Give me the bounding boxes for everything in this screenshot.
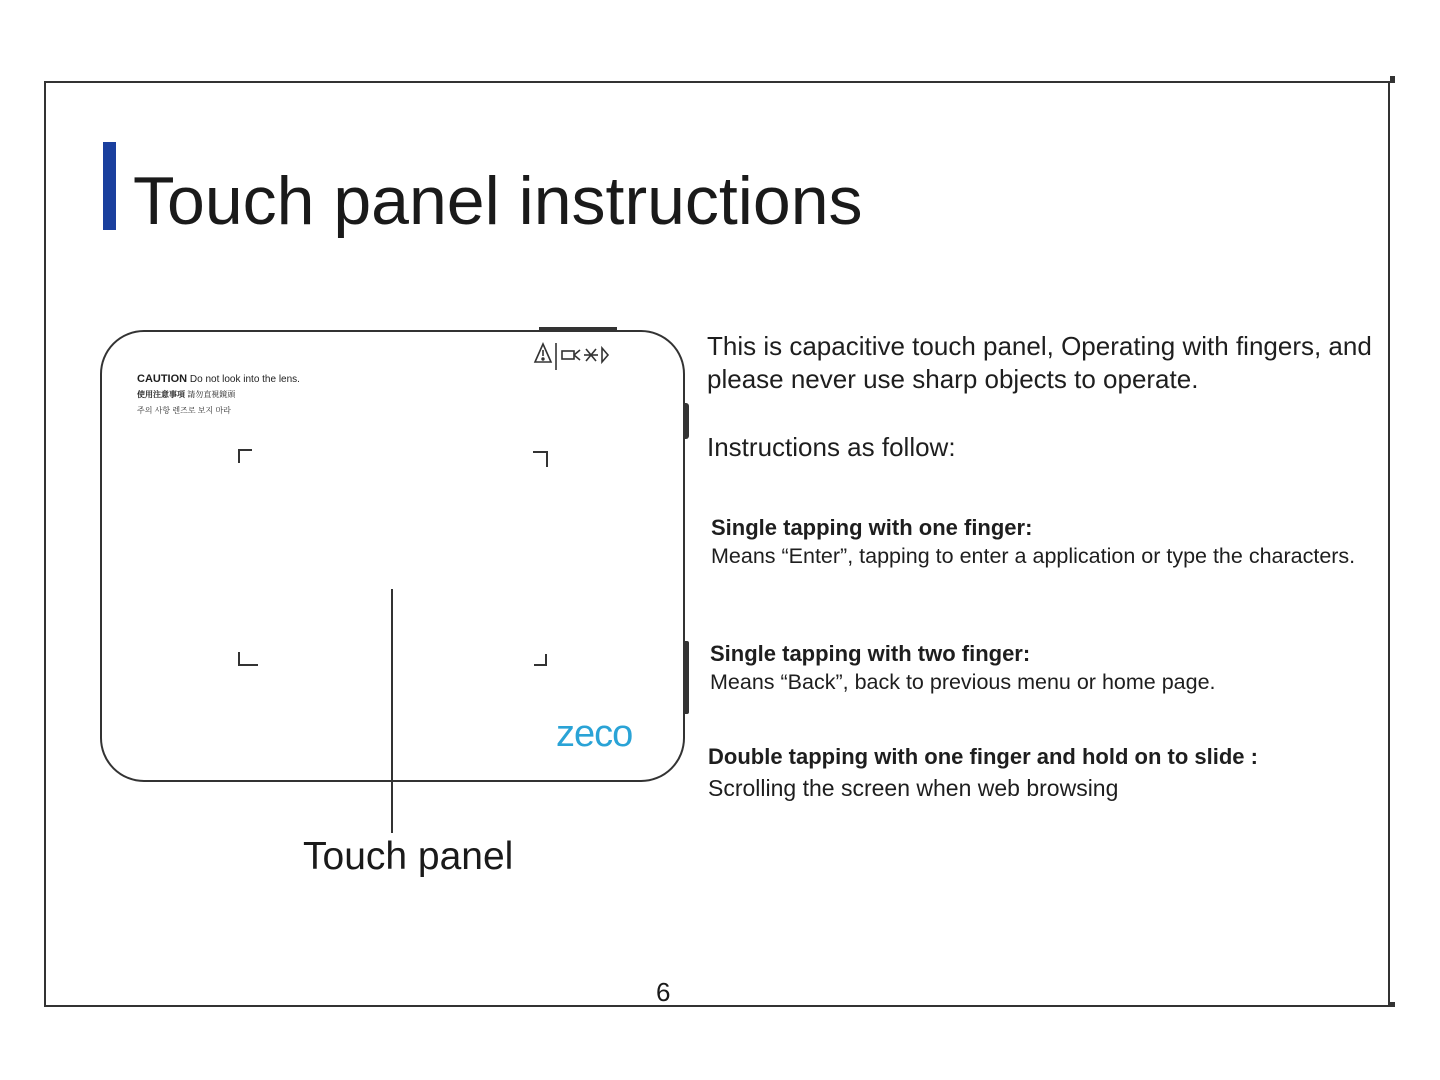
- focus-corner-bottom-left: [238, 652, 258, 666]
- warning-icon: [535, 344, 551, 362]
- intro-paragraph: This is capacitive touch panel, Operating with fingers, and please never use sharp objects to operate.: [707, 331, 1372, 394]
- caution-heading: CAUTION: [137, 373, 188, 385]
- focus-corner-top-left: [238, 449, 252, 463]
- instruction-title: Single tapping with one finger:: [711, 515, 1033, 540]
- instruction-item: [708, 743, 1258, 805]
- device-side-button: [684, 641, 689, 714]
- projector-lens-icon: [562, 348, 608, 362]
- korean-caution-line: 주의 사항 렌즈로 보지 마라: [137, 406, 231, 415]
- instruction-description: Scrolling the screen when web browsing: [708, 775, 1119, 801]
- page-number: 6: [656, 977, 671, 1007]
- instruction-item: [710, 640, 1216, 696]
- focus-corner-top-right: [533, 451, 548, 467]
- instruction-item: [711, 514, 1355, 570]
- chinese-caution-heading: 使用注意事項: [137, 390, 185, 399]
- instruction-title: Single tapping with two finger:: [710, 641, 1031, 666]
- instruction-title: Double tapping with one finger and hold on to slide :: [708, 744, 1258, 769]
- frame-tick: [1390, 1002, 1395, 1007]
- page-title: Touch panel instructions: [133, 163, 863, 239]
- chinese-caution-text: 請勿直視鏡頭: [187, 390, 236, 399]
- device-side-button: [684, 403, 689, 439]
- brand-logo: zeco: [556, 713, 633, 755]
- instruction-description: Means “Enter”, tapping to enter a application or type the characters.: [711, 544, 1356, 568]
- callout-pointer-line: [391, 589, 393, 833]
- caution-label-block: [137, 372, 300, 419]
- device-icons: [532, 340, 632, 370]
- touch-panel-callout: Touch panel: [303, 835, 514, 878]
- instructions-heading: Instructions as follow:: [707, 432, 956, 462]
- title-accent-bar: [103, 142, 116, 230]
- frame-tick: [1390, 76, 1395, 83]
- focus-corner-bottom-right: [534, 654, 547, 666]
- chinese-caution-line: [137, 387, 300, 403]
- instruction-description: Means “Back”, back to previous menu or home page.: [710, 670, 1216, 694]
- caution-text: Do not look into the lens.: [189, 374, 300, 385]
- caution-line: [137, 372, 300, 387]
